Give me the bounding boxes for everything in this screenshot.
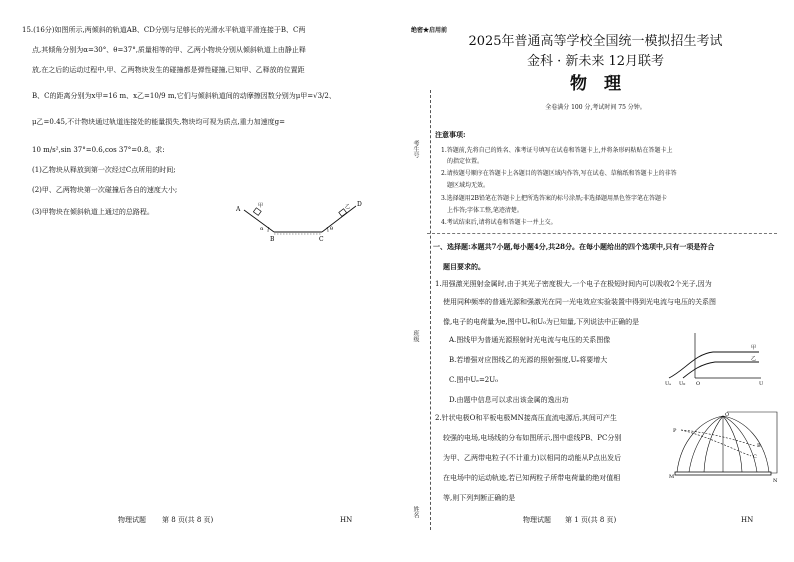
graph-label-u0: U₀ bbox=[679, 381, 686, 386]
graph-label-ue: Uₑ bbox=[665, 381, 672, 386]
label-yi: 乙 bbox=[345, 204, 351, 210]
label-jia: 甲 bbox=[258, 203, 264, 209]
q1-option-a: A.图线甲为普通光源照射时光电流与电压的关系图像 bbox=[449, 336, 611, 344]
q2-line3: 为甲、乙两带电粒子(不计重力)以相同的动能从P点出发后 bbox=[443, 454, 622, 462]
q2-line1: 2.针状电极O和平板电极MN接高压直流电源后,其间可产生 bbox=[435, 414, 617, 422]
q15-sub2: (2)甲、乙两物块第一次碰撞后各自的速度大小; bbox=[32, 186, 178, 194]
q2-line5: 等,则下列判断正确的是 bbox=[443, 494, 516, 502]
fig-label-b: B bbox=[757, 443, 761, 449]
exam-info: 全卷满分 100 分,考试时间 75 分钟。 bbox=[545, 104, 646, 111]
fig-label-c: C bbox=[753, 454, 757, 460]
q15-line6: 10 m/s²,sin 37°=0.6,cos 37°=0.8。求: bbox=[32, 146, 165, 154]
q1-line3: 像,电子的电荷量为e,图中Uₑ和U₀为已知量,下列说法中正确的是 bbox=[443, 318, 640, 326]
q2-field-figure bbox=[667, 410, 783, 484]
label-alpha: α bbox=[260, 226, 264, 232]
fig-label-m: M bbox=[669, 474, 675, 480]
note-3a: 3.选择题用2B铅笔在答题卡上把所选答案的标号涂黑;非选择题用黑色签字笔在答题卡 bbox=[441, 195, 667, 202]
footer-subject: 物理试题 bbox=[118, 516, 146, 524]
footer-subject: 物理试题 bbox=[523, 516, 551, 524]
note-4: 4.考试结束后,请将试卷和答题卡一并上交。 bbox=[441, 219, 557, 226]
note-2a: 2.请按题号顺序在答题卡上各题目的答题区域内作答,写在试卷、草稿纸和答题卡上的非答 bbox=[441, 170, 677, 177]
footer-page: 第 1 页(共 8 页) bbox=[565, 516, 617, 524]
q15-line1: 15.(16分)如图所示,两倾斜的轨道AB、CD分别与足够长的光滑水平轨道平滑连接于B、C两 bbox=[22, 26, 306, 34]
binding-label-examinee-no: 考生号 bbox=[412, 140, 419, 158]
fig-label-n: N bbox=[773, 478, 778, 484]
subject-title: 物 理 bbox=[570, 74, 621, 94]
label-c: C bbox=[319, 236, 324, 243]
footer-code: HN bbox=[340, 516, 353, 524]
q1-option-b: B.若增强对应图线乙的光源的照射强度,Uₑ将要增大 bbox=[449, 356, 608, 364]
secret-mark: 绝密★启用前 bbox=[411, 27, 448, 34]
binding-label-name: 姓名 bbox=[412, 506, 419, 518]
section1-title-cont: 题目要求的。 bbox=[443, 262, 485, 271]
q15-line5: μ乙=0.45,不计物块通过轨道连接处的能量损失,物块均可视为质点,重力加速度g= bbox=[32, 118, 286, 126]
graph-label-yi: 乙 bbox=[751, 356, 757, 362]
q2-line2: 较强的电场,电场线的分布如图所示,图中虚线PB、PC分别 bbox=[443, 434, 622, 442]
exam-subtitle: 金科 · 新未来 12月联考 bbox=[526, 54, 665, 69]
note-3b: 上作答;字体工整,笔迹清楚。 bbox=[441, 207, 523, 214]
right-page bbox=[397, 0, 794, 562]
q1-iu-graph bbox=[665, 330, 765, 386]
label-d: D bbox=[357, 201, 362, 208]
label-theta: θ bbox=[330, 226, 334, 232]
track-figure bbox=[228, 198, 368, 248]
note-1b: 的指定位置。 bbox=[441, 158, 484, 165]
fig-label-p: P bbox=[673, 428, 677, 434]
q15-line2: 点,其倾角分别为α=30°、θ=37°,质量相等的甲、乙两小物块分别从倾斜轨道上由静止释 bbox=[32, 46, 306, 54]
fig-label-o: O bbox=[725, 412, 730, 418]
q1-option-c: C.图中Uₑ=2U₀ bbox=[449, 376, 498, 384]
q1-line2: 使用同种频率的普通光源和强激光在同一光电效应实验装置中得到光电流与电压的关系图 bbox=[443, 298, 716, 306]
graph-label-u: U bbox=[759, 381, 764, 386]
q1-line1: 1.用强激光照射金属时,由于其光子密度极大,一个电子在极短时间内可以吸收2个光子,因为 bbox=[435, 280, 712, 288]
notes-divider bbox=[427, 233, 777, 234]
binding-label-class: 班级 bbox=[412, 330, 419, 342]
q15-line3: 放,在之后的运动过程中,甲、乙两物块发生的碰撞都是弹性碰撞,已知甲、乙释放的位置距 bbox=[32, 66, 305, 74]
q15-sub3: (3)甲物块在倾斜轨道上通过的总路程。 bbox=[32, 208, 154, 216]
q15-sub1: (1)乙物块从释放到第一次经过C点所用的时间; bbox=[32, 166, 176, 174]
notes-title: 注意事项: bbox=[435, 130, 466, 139]
footer-page: 第 8 页(共 8 页) bbox=[162, 516, 214, 524]
label-a: A bbox=[236, 206, 241, 213]
note-1a: 1.答题前,先将自己的姓名、准考证号填写在试卷和答题卡上,并将条形码粘贴在答题卡上 bbox=[441, 147, 673, 154]
q1-option-d: D.由题中信息可以求出该金属的逸出功 bbox=[449, 396, 569, 404]
q2-line4: 在电场中的运动轨迹,若已知两粒子所带电荷量的绝对值相 bbox=[443, 474, 621, 482]
label-b: B bbox=[270, 236, 275, 243]
section1-title: 一、选择题:本题共7小题,每小题4分,共28分。在每小题给出的四个选项中,只有一项是符合 bbox=[433, 242, 715, 251]
graph-label-jia: 甲 bbox=[751, 345, 757, 351]
footer-code: HN bbox=[741, 516, 754, 524]
q15-line4: B、C的距离分别为x甲=16 m、x乙=10/9 m,它们与倾斜轨道间的动摩擦因数分别为μ甲=√3/2、 bbox=[32, 92, 336, 100]
graph-label-o: O bbox=[696, 381, 701, 386]
exam-title: 2025年普通高等学校全国统一模拟招生考试 bbox=[468, 34, 723, 49]
note-2b: 题区域均无效。 bbox=[441, 182, 490, 189]
